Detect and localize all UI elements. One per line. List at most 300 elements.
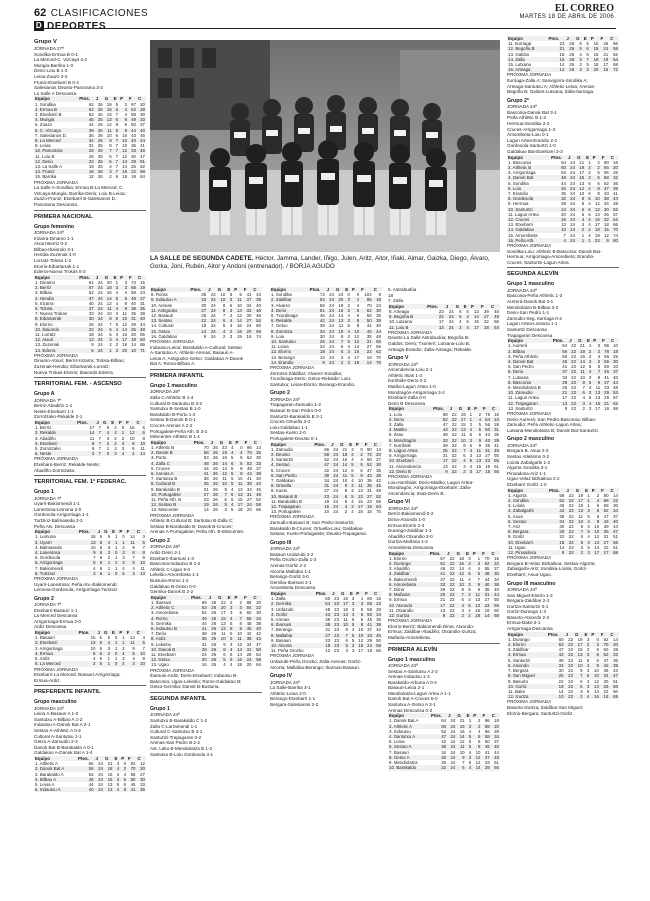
team-name-cell: 6. San Pedro xyxy=(270,473,313,478)
standings-table xyxy=(270,591,382,653)
stat-cell: 40 xyxy=(256,476,261,482)
stat-cell: 3 xyxy=(344,318,351,323)
stat-cell: 5 xyxy=(586,41,589,47)
stat-cell: 56 xyxy=(485,421,491,427)
result-line: Athletic C-Ugao 5-0 xyxy=(150,566,191,572)
stat-cell: 5 xyxy=(348,473,355,478)
stat-cell: 88 xyxy=(481,724,490,729)
stat-cell: 24 xyxy=(376,302,381,308)
result-line: Busturia-Romo 1-2 xyxy=(150,577,189,583)
standings-header-cell: E xyxy=(111,529,118,534)
result-line: Gernika-Danok B 2-2 xyxy=(150,589,194,595)
stat-cell: 74 xyxy=(256,333,261,339)
result-line: PRÓXIMA JORNADA xyxy=(507,243,552,248)
stat-cell: 24 xyxy=(243,657,253,662)
stat-cell: 0 xyxy=(347,292,350,298)
stat-cell: 38 xyxy=(491,582,501,587)
stat-cell: 25 xyxy=(131,163,136,169)
stat-cell: 4 xyxy=(582,395,585,401)
stat-cell: 22 xyxy=(571,343,577,349)
stat-cell: 15 xyxy=(494,555,499,561)
stat-cell: 10 xyxy=(613,343,618,349)
stat-cell: 4 xyxy=(113,766,120,771)
result-line: Etxebarri-Basauri 1-1 xyxy=(34,607,78,613)
standings-table xyxy=(150,287,262,339)
stat-cell: 17 xyxy=(603,62,609,68)
standings-table xyxy=(507,632,619,700)
team-name-cell: 13. Portugalete xyxy=(271,509,301,515)
stat-cell: 13 xyxy=(592,390,601,395)
stat-cell: 35 xyxy=(484,586,490,592)
result-line: 5. Astrabudúa xyxy=(388,287,417,292)
stat-cell: 24 xyxy=(333,467,339,473)
result-line: PRÓXIMA JORNADA xyxy=(34,352,79,358)
stat-cell: 4 xyxy=(597,353,601,359)
stat-cell: 6 xyxy=(355,612,364,617)
stat-cell: 24 xyxy=(201,651,207,657)
stat-cell: 24 xyxy=(329,323,335,329)
standings-header-cell: J xyxy=(445,304,455,309)
standings-header-cell: G xyxy=(217,595,227,600)
stat-cell: 10 xyxy=(324,509,330,515)
stat-cell: 9 xyxy=(477,586,481,592)
result-line: JORNADA 26ª xyxy=(150,544,180,550)
stat-cell: 4 xyxy=(230,662,233,668)
stat-cell: 30 xyxy=(319,333,325,339)
stat-cell: 30 xyxy=(373,308,382,313)
stat-cell: 22 xyxy=(568,401,577,406)
result-line: Mañaria-Amorebieta. xyxy=(388,634,431,640)
stat-cell: 9 xyxy=(597,374,601,380)
stat-cell: 20 xyxy=(106,279,112,285)
stat-cell: 5 xyxy=(113,296,119,301)
stat-cell: 5 xyxy=(584,673,591,678)
stat-cell: 7 xyxy=(575,529,584,534)
stat-cell: 14 xyxy=(594,211,600,217)
stat-cell: 4 xyxy=(351,478,354,483)
stat-cell: 3 xyxy=(586,359,592,364)
stat-cell: 34 xyxy=(547,663,565,668)
standings-header-cell: G xyxy=(217,287,227,292)
stat-cell: 24 xyxy=(97,279,103,285)
stat-cell: 6 xyxy=(234,461,243,466)
stat-cell: 32 xyxy=(243,308,253,313)
stat-cell: 4 xyxy=(467,448,473,453)
stat-cell: 18 xyxy=(366,354,372,360)
team-name-cell: 3. Barakaldo A xyxy=(35,771,64,777)
stat-cell: 32 xyxy=(550,196,567,201)
stat-cell: 14 xyxy=(233,647,243,652)
stat-cell: 14 xyxy=(470,314,480,319)
stat-cell: 0 xyxy=(356,292,360,298)
stat-cell: 5 xyxy=(588,180,591,186)
stat-cell: 8 xyxy=(472,744,481,749)
stat-cell: 17 xyxy=(595,405,601,411)
stat-cell: 4 xyxy=(93,565,96,571)
stat-cell: 4 xyxy=(456,603,465,608)
stat-cell: 13 xyxy=(426,325,445,330)
stat-cell: 3 xyxy=(585,165,592,170)
stat-cell: 3 xyxy=(575,67,583,72)
standings-header-cell: J xyxy=(95,96,104,101)
stat-cell: 37 xyxy=(481,755,490,760)
stat-cell: 33 xyxy=(484,760,490,766)
stat-cell: 23 xyxy=(331,633,340,638)
standings-header-cell: C xyxy=(136,420,146,425)
stat-cell: 17 xyxy=(340,601,349,606)
stat-cell: 22 xyxy=(603,544,609,550)
stat-cell: 31 xyxy=(243,647,253,652)
stat-cell: 19 xyxy=(106,101,112,107)
stat-cell: 3 xyxy=(233,605,243,610)
result-line: Santutxu B-Loiu Gordexola 4-1 xyxy=(150,751,214,757)
standings-header-cell: P xyxy=(120,756,127,761)
stat-cell: 28 xyxy=(494,728,499,734)
stat-cell: 18 xyxy=(559,51,565,57)
stat-cell: 24 xyxy=(207,297,217,302)
stat-cell: 4 xyxy=(132,656,135,662)
stat-cell: 2 xyxy=(120,766,127,771)
stat-cell: 24 xyxy=(333,457,339,463)
stat-cell: 10 xyxy=(342,478,348,483)
stat-cell: 58 xyxy=(376,498,381,504)
standings-table xyxy=(388,406,500,474)
standings-header-cell: Ptos. xyxy=(78,96,95,101)
stat-cell: 24 xyxy=(450,728,456,734)
stat-cell: 18 xyxy=(237,662,242,668)
result-line: Sondika-Loiu; Athletic B-Basconia; Danok Bat- xyxy=(507,248,602,254)
stat-cell: 6 xyxy=(579,41,582,47)
stat-cell: 45 xyxy=(481,744,490,749)
stat-cell: 58 xyxy=(313,452,330,457)
team-name-cell: 7. Iturribide xyxy=(389,442,411,448)
team-name-cell: 15. Lutxana xyxy=(508,62,531,68)
standings-header-cell: E xyxy=(226,287,233,292)
stat-cell: 22 xyxy=(565,550,574,555)
stat-cell: 42 xyxy=(309,318,326,323)
stat-cell: 3 xyxy=(472,561,481,566)
stat-cell: 82 xyxy=(603,636,609,642)
stat-cell: 22 xyxy=(601,217,610,222)
stat-cell: 13 xyxy=(78,640,97,645)
stat-cell: 1 xyxy=(360,596,364,602)
stat-cell: 55 xyxy=(491,458,500,463)
stat-cell: 5 xyxy=(228,481,235,486)
team-name-cell: 10. Santutxu xyxy=(270,339,309,344)
stat-cell: 26 xyxy=(211,651,217,657)
result-line: Ascendencia; Itsas-Derio B. xyxy=(388,490,445,496)
result-line: Matiko-Lagun Artea 1-0 xyxy=(388,383,436,389)
stat-cell: 13 xyxy=(579,180,585,186)
stat-cell: 46 xyxy=(137,148,146,153)
team-name-cell: 1. Sondika xyxy=(271,292,292,298)
standings-header-cell: P xyxy=(351,287,360,292)
stat-cell: 26 xyxy=(569,51,575,57)
result-line: Cultural C-Santutxu B 3-1 xyxy=(150,729,203,735)
stat-cell: 22 xyxy=(449,576,455,582)
stat-cell: 9 xyxy=(601,238,610,243)
team-name-cell: 9. Kueto xyxy=(271,488,288,494)
stat-cell: 47 xyxy=(603,657,609,663)
stat-cell: 14 xyxy=(559,62,565,68)
stat-cell: 9 xyxy=(132,544,135,550)
standings-header-cell: C xyxy=(136,529,146,534)
stat-cell: 5 xyxy=(588,211,591,217)
section-heading: SEGUNDA ALEVÍN xyxy=(507,271,559,278)
stat-cell: 20 xyxy=(590,67,600,72)
stat-cell: 25 xyxy=(429,592,446,597)
stat-cell: 34 xyxy=(324,478,330,483)
stat-cell: 66 xyxy=(613,222,618,228)
stat-cell: 70 xyxy=(127,766,136,771)
stat-cell: 22 xyxy=(565,529,574,534)
stat-cell: 52 xyxy=(252,318,262,323)
stat-cell: 48 xyxy=(246,620,252,626)
stat-cell: 31 xyxy=(360,339,373,344)
stat-cell: 8 xyxy=(124,300,128,306)
stat-cell: 10 xyxy=(594,668,599,674)
stat-cell: 8 xyxy=(577,380,586,385)
masthead xyxy=(0,0,650,34)
stat-cell: 36 xyxy=(136,787,146,792)
stat-cell: 11 xyxy=(104,306,113,311)
standings-header-cell: Equipo xyxy=(507,155,550,160)
stat-cell: 26 xyxy=(569,62,575,68)
stat-cell: 8 xyxy=(592,186,601,191)
standings-header-cell: Equipo xyxy=(388,713,430,718)
stat-cell: 52 xyxy=(256,496,261,502)
stat-cell: 1 xyxy=(103,560,111,565)
stat-cell: 24 xyxy=(98,761,103,767)
stat-cell: 5 xyxy=(347,323,350,329)
stat-cell: 47 xyxy=(610,529,619,534)
stat-cell: 9 xyxy=(478,442,482,448)
group-heading: Grupo V xyxy=(388,355,409,362)
stat-cell: 24 xyxy=(450,760,456,766)
stat-cell: 40 xyxy=(610,519,619,524)
stat-cell: 26 xyxy=(208,605,218,610)
standings-header-cell: Ptos. xyxy=(547,632,565,637)
stat-cell: 5 xyxy=(351,308,360,313)
stat-cell: 20 xyxy=(561,211,566,217)
stat-cell: 84 xyxy=(601,165,610,170)
stat-cell: 13 xyxy=(220,620,226,626)
stat-cell: 4 xyxy=(348,452,355,457)
stat-cell: 33 xyxy=(429,582,446,587)
stat-cell: 8 xyxy=(240,465,243,471)
result-line: Ascendencia-Loiu 2-1 xyxy=(388,367,433,373)
stat-cell: 52 xyxy=(548,498,565,503)
stat-cell: 28 xyxy=(376,606,381,612)
stat-cell: 3 xyxy=(103,550,111,555)
team-name-cell: 10. Etxebarri xyxy=(388,458,432,463)
stat-cell: 4 xyxy=(468,566,471,572)
stat-cell: 18 xyxy=(459,555,464,561)
standings-header-cell: Equipo xyxy=(150,595,190,600)
stat-cell: 5 xyxy=(230,620,233,626)
result-line: Lekeitio-Amorebieta 1-1 xyxy=(150,572,199,578)
stat-cell: 2 xyxy=(586,647,590,653)
stat-cell: 5 xyxy=(468,760,472,766)
stat-cell: 9 xyxy=(339,483,348,488)
stat-cell: 27 xyxy=(140,771,145,777)
stat-cell: 22 xyxy=(451,442,457,448)
standings-header-cell: C xyxy=(491,551,501,556)
stat-cell: 4 xyxy=(113,337,119,342)
stat-cell: 50 xyxy=(373,339,382,344)
team-name-cell: 1. Danok Bat A xyxy=(389,718,419,724)
stat-cell: 16 xyxy=(236,323,242,329)
stat-cell: 8 xyxy=(104,316,113,321)
team-name-cell: 1. Basauri xyxy=(35,635,55,641)
standings-table xyxy=(270,442,382,515)
result-line: Etxebarri; Asua-Ugao. xyxy=(507,571,552,577)
result-line: Santutxu B-Sestao B 1-0 xyxy=(150,406,201,412)
result-line: Ast. Leku B-Mendiolatza B 1-2 xyxy=(150,745,213,751)
stat-cell: 36 xyxy=(88,132,94,138)
stat-cell: 2 xyxy=(335,360,344,365)
stat-cell: 22 xyxy=(568,369,577,374)
stat-cell: 49 xyxy=(490,314,500,319)
team-name-cell: 6. La Merced xyxy=(34,661,78,666)
stat-cell: 20 xyxy=(131,331,136,337)
stat-cell: 51 xyxy=(429,561,446,566)
team-name-cell: 12. Elorrio xyxy=(270,349,309,354)
stat-cell: 3 xyxy=(230,610,233,616)
standings-header-cell: F xyxy=(126,529,136,534)
stat-cell: 80 xyxy=(367,596,373,602)
team-name-cell: 10. Etxebarri xyxy=(507,540,548,545)
stat-cell: 7 xyxy=(109,321,112,327)
team-name-cell: 12. Basauri xyxy=(151,313,174,319)
stat-cell: 24 xyxy=(329,354,335,360)
stat-cell: 30 xyxy=(558,668,564,674)
team-name-cell: 3. Peña Athletic xyxy=(508,353,539,359)
stat-cell: 1 xyxy=(587,503,590,509)
team-name-cell: 2. Athletic A xyxy=(388,724,430,729)
stat-cell: 4 xyxy=(360,457,363,463)
stat-cell: 16 xyxy=(78,169,95,174)
team-name-cell: 12. Derio xyxy=(34,159,78,164)
team-name-cell: 10. Ibaiondo xyxy=(34,327,78,332)
result-line: Izurtza-Santurtzi 0-1 xyxy=(507,603,549,609)
team-name-cell: 4. Romo xyxy=(150,616,190,621)
stat-cell: 18 xyxy=(315,643,331,648)
stat-cell: 3 xyxy=(115,331,119,337)
result-line: Atxuri-Berriz 0-2 xyxy=(34,241,68,247)
stat-cell: 4 xyxy=(351,509,354,515)
stat-cell: 24 xyxy=(333,488,339,494)
stat-cell: 1 xyxy=(107,656,111,662)
stat-cell: 17 xyxy=(562,395,568,401)
page-number: 62 xyxy=(34,7,47,19)
stat-cell: 22 xyxy=(483,319,489,325)
stat-cell: 14 xyxy=(129,534,135,540)
stat-cell: 3 xyxy=(344,360,351,365)
stat-cell: 17 xyxy=(438,319,444,325)
result-line: PRÓXIMA JORNADA xyxy=(34,575,79,581)
stat-cell: 12 xyxy=(358,637,364,643)
stat-cell: 18 xyxy=(122,174,128,180)
stat-cell: 10 xyxy=(106,132,112,138)
stat-cell: 5 xyxy=(230,631,233,637)
stat-cell: 5 xyxy=(217,657,227,662)
stat-cell: 6 xyxy=(239,610,242,616)
stat-cell: 4 xyxy=(465,592,472,597)
result-line: Etxebarri-Zalla 0-0 xyxy=(388,395,426,401)
team-name-cell: 6. Ibarsusi xyxy=(270,622,315,627)
stat-cell: 52 xyxy=(600,508,609,513)
stat-cell: 4 xyxy=(351,498,354,504)
team-name-cell: 1. Algorta xyxy=(508,492,527,498)
stat-cell: 5 xyxy=(586,688,590,694)
stat-cell: 4 xyxy=(587,534,590,540)
stat-cell: 24 xyxy=(491,417,500,422)
stat-cell: 41 xyxy=(127,787,136,792)
stat-cell: 20 xyxy=(610,165,619,170)
stat-cell: 18 xyxy=(104,285,113,290)
stat-cell: 8 xyxy=(120,787,127,792)
stat-cell: 50 xyxy=(131,122,136,128)
stat-cell: 22 xyxy=(565,694,575,699)
stat-cell: 22 xyxy=(78,159,95,164)
stat-cell: 46 xyxy=(252,308,262,313)
stat-cell: 11 xyxy=(472,592,481,597)
stat-cell: 26 xyxy=(309,339,326,344)
stat-cell: 6 xyxy=(228,461,235,466)
team-name-cell: 14. Erandio xyxy=(270,360,309,365)
stat-cell: 9 xyxy=(78,550,97,555)
stat-cell: 63 xyxy=(190,605,208,610)
stat-cell: 52 xyxy=(88,111,94,117)
team-name-cell: 6. Neste xyxy=(34,451,76,456)
standings-header-cell: C xyxy=(609,632,619,637)
stat-cell: 42 xyxy=(246,631,252,637)
stat-cell: 26 xyxy=(547,673,565,678)
stat-cell: 22 xyxy=(451,411,457,417)
stat-cell: 14 xyxy=(131,342,136,348)
stat-cell: 4 xyxy=(125,451,135,456)
stat-cell: 5 xyxy=(575,46,583,51)
stat-cell: 5 xyxy=(231,465,234,471)
stat-cell: 10 xyxy=(358,627,364,633)
result-line: PRÓXIMA JORNADA xyxy=(270,365,315,371)
stat-cell: 4 xyxy=(124,290,128,296)
team-name-cell: 2. Ermua B xyxy=(34,107,78,112)
stat-cell: 8 xyxy=(355,473,364,478)
stat-cell: 3 xyxy=(588,405,592,411)
stat-cell: 70 xyxy=(610,227,619,232)
standings-row xyxy=(34,430,146,435)
stat-cell: 2 xyxy=(109,174,112,180)
stat-cell: 18 xyxy=(104,766,113,771)
stat-cell: 13 xyxy=(234,492,243,497)
stat-cell: 34 xyxy=(246,302,252,308)
stat-cell: 22 xyxy=(565,508,574,513)
stat-cell: 5 xyxy=(360,606,364,612)
stat-cell: 14 xyxy=(233,318,243,323)
stat-cell: 64 xyxy=(562,343,568,349)
result-line: Basconia; Ugao-Lekeitio; Romo-Galdakao B; xyxy=(150,678,242,684)
stat-cell: 31 xyxy=(313,483,330,488)
team-name-cell: 8. Ardiz xyxy=(150,636,190,641)
stat-cell: 22 xyxy=(565,684,575,689)
stat-cell: 18 xyxy=(548,540,565,545)
stat-cell: 22 xyxy=(571,405,577,411)
stat-cell: 22 xyxy=(568,544,574,550)
stat-cell: 24 xyxy=(95,296,104,301)
standings-table xyxy=(507,36,619,72)
